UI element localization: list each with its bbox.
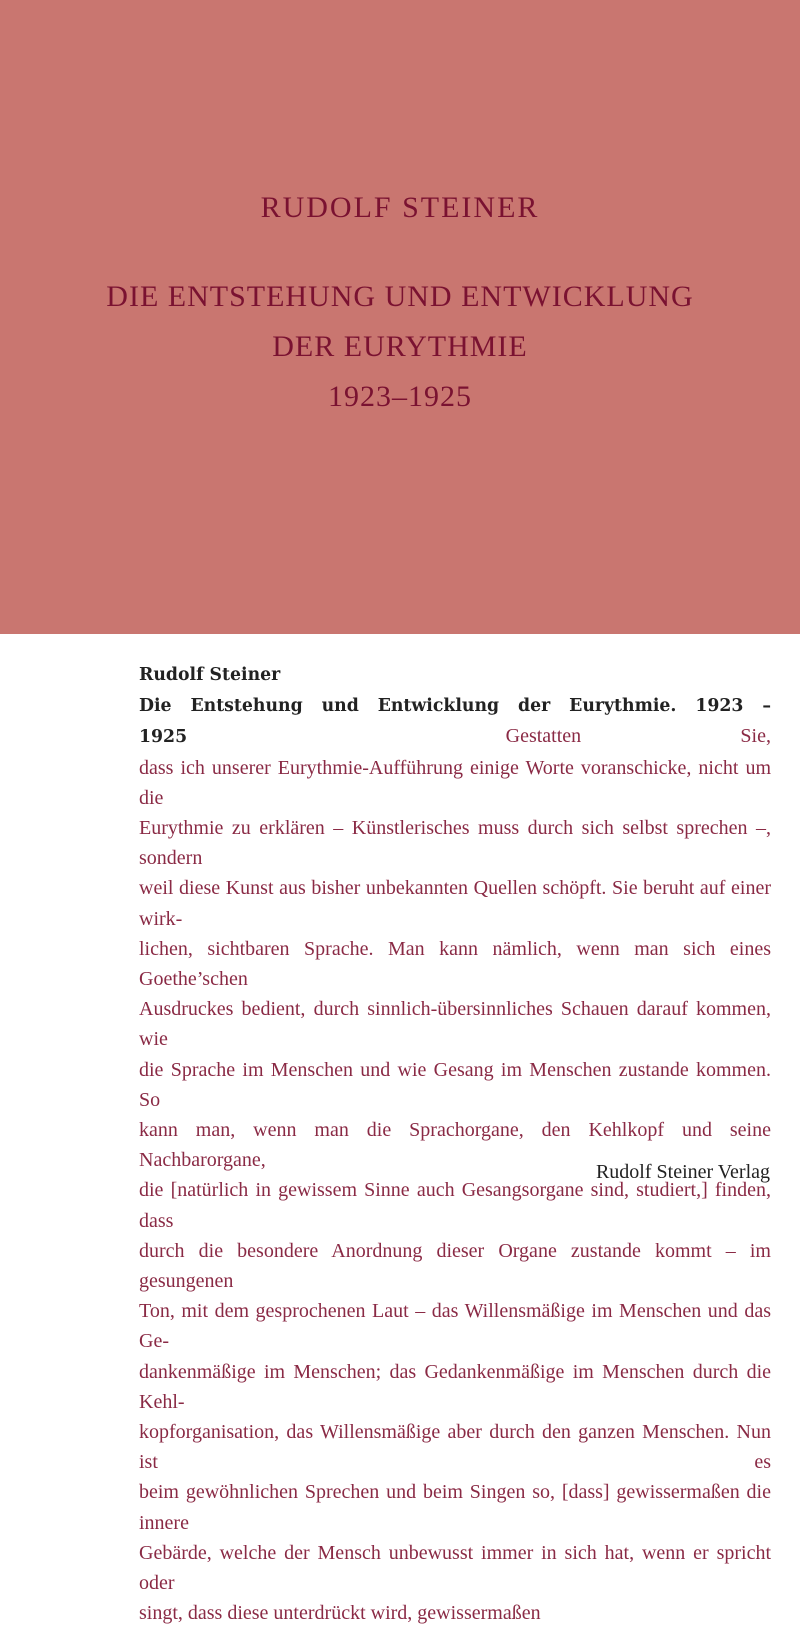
blurb-first-line (139, 690, 771, 752)
blurb-text-line: durch die besondere Anordnung dieser Organe zustande kommt – im gesungenen (139, 1239, 771, 1293)
blurb-text-line: Gestatten Sie, (505, 725, 771, 748)
blurb-text-line: weil diese Kunst aus bisher unbekannten Quellen schöpft. Sie beruht auf einer wirk- (139, 877, 771, 930)
blurb-text-line: dass ich unserer Eurythmie-Aufführung einige Worte voranschicke, nicht um die (139, 756, 771, 809)
cover-title (0, 272, 800, 422)
blurb-title: Die Entstehung und Entwicklung der Eurythmie. 1923 –1925 (139, 696, 771, 748)
blurb-text-line: die Sprache im Menschen und wie Gesang im Menschen zustande kommen. So (139, 1058, 771, 1111)
publisher-name: Rudolf Steiner Verlag (595, 1161, 770, 1183)
cover-title-line: 1923–1925 (328, 380, 472, 413)
blurb-text-line: Ton, mit dem gesprochenen Laut – das Willensmäßige im Menschen und das Ge- (139, 1300, 771, 1353)
blurb-text-line: dankenmäßige im Menschen; das Gedankenmäßige im Menschen durch die Kehl- (139, 1360, 771, 1413)
blurb-author: Rudolf Steiner (139, 665, 281, 685)
blurb-text-line: beim gewöhnlichen Sprechen und beim Singen so, [dass] gewissermaßen die innere (139, 1481, 771, 1534)
blurb-text-line: Ausdruckes bedient, durch sinnlich-übersinnliches Schauen darauf kommen, wie (139, 998, 771, 1051)
blurb-text-line: lichen, sichtbaren Sprache. Man kann nämlich, wenn man sich eines Goethe’schen (139, 937, 771, 991)
blurb-text-line: singt, dass diese unterdrückt wird, gewissermaßen (139, 1602, 541, 1625)
cover-panel (0, 0, 800, 634)
blurb-text-line: Eurythmie zu erklären – Künstlerisches muss durch sich selbst sprechen –, sondern (139, 817, 771, 870)
blurb-text (139, 660, 771, 1629)
cover-title-line: DIE ENTSTEHUNG UND ENTWICKLUNG (106, 280, 694, 313)
blurb-text-line: kann man, wenn man die Sprachorgane, den Kehlkopf und seine Nachbarorgane, (139, 1119, 771, 1172)
blurb-text-line: kopforganisation, das Willensmäßige aber durch den ganzen Menschen. Nun ist es (139, 1421, 771, 1474)
blurb-text-line: Gebärde, welche der Mensch unbewusst immer in sich hat, wenn er spricht oder (139, 1541, 771, 1595)
cover-author: RUDOLF STEINER (260, 191, 540, 224)
cover-title-line: DER EURYTHMIE (272, 330, 528, 363)
blurb-text-line: die [natürlich in gewissem Sinne auch Gesangsorgane sind, studiert,] finden, dass (139, 1179, 771, 1232)
